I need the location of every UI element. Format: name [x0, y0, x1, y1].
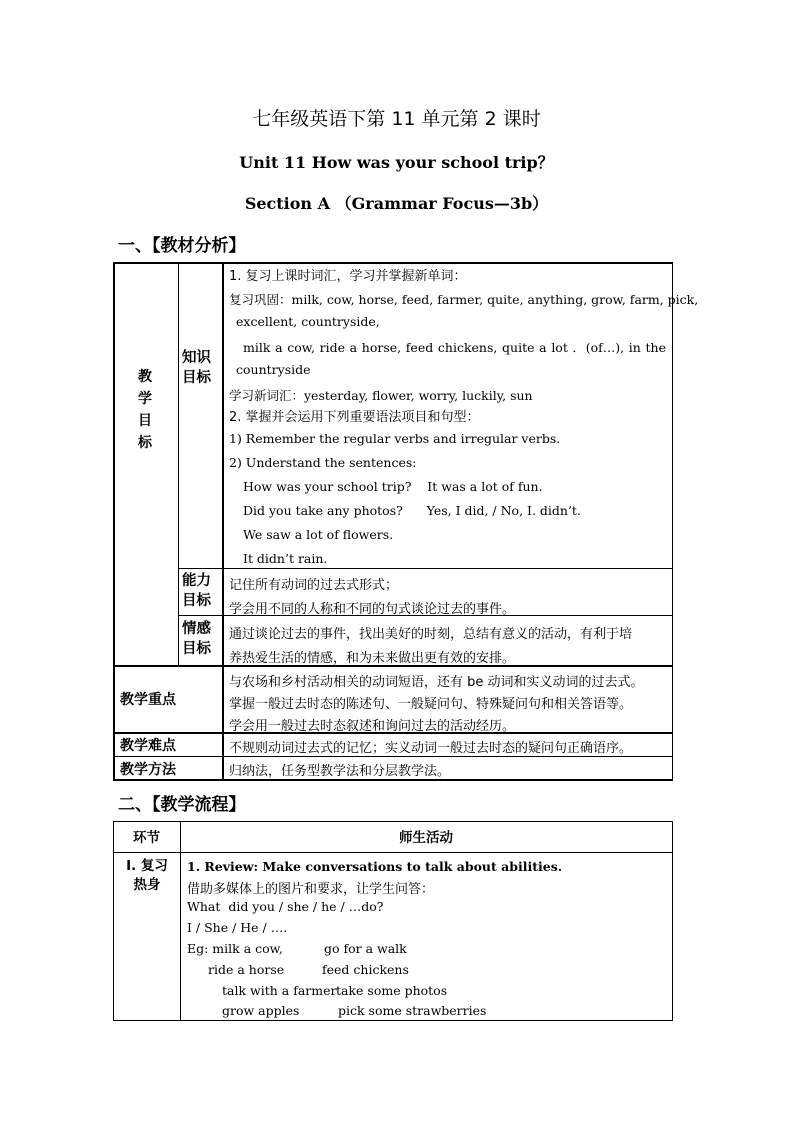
ability-line: 学会用不同的人称和不同的句式谈论过去的事件。 [229, 602, 516, 617]
knowledge-line: We saw a lot of flowers. [243, 527, 394, 542]
review-line: go for a walk [324, 941, 407, 956]
knowledge-line: 学习新词汇：yesterday, flower, worry, luckily, sun [229, 388, 533, 403]
knowledge-goal-label: 知识 目标 [182, 350, 211, 386]
knowledge-line: How was your school trip? It was a lot of fun. [243, 479, 543, 494]
column-header-activities: 师生活动 [399, 830, 453, 846]
emotion-goal-label: 情感 目标 [182, 621, 211, 657]
review-line: feed chickens [322, 962, 409, 977]
knowledge-line: It didn’t rain. [243, 551, 328, 566]
section-title: Section A （Grammar Focus—3b） [244, 194, 549, 213]
teaching-process-heading: 二、【教学流程】 [118, 795, 246, 815]
ability-goal-label: 能力 目标 [182, 573, 211, 609]
page-title: 七年级英语下第 11 单元第 2 课时 [252, 108, 541, 130]
stage-review-label: I. 复习 热身 [126, 858, 168, 893]
review-line: ride a horse [208, 962, 285, 977]
review-line: What did you / she / he / …do? [187, 899, 384, 914]
methods-text: 归纳法，任务型教学法和分层教学法。 [229, 764, 451, 779]
column-header-stage: 环节 [133, 830, 160, 846]
difficulties-label: 教学难点 [120, 738, 176, 754]
knowledge-line: excellent, countryside, [236, 314, 380, 329]
unit-title: Unit 11 How was your school trip？ [239, 153, 554, 172]
review-line: take some photos [336, 983, 448, 998]
methods-label: 教学方法 [120, 762, 176, 778]
knowledge-line: 2. 掌握并会运用下列重要语法项目和句型： [229, 410, 480, 425]
knowledge-line: countryside [236, 362, 311, 377]
ability-line: 记住所有动词的过去式形式； [229, 578, 399, 593]
knowledge-line: 1. 复习上课时词汇，学习并掌握新单词： [229, 269, 467, 284]
key-points-line: 与农场和乡村活动相关的动词短语，还有 be 动词和实义动词的过去式。 [229, 675, 644, 690]
key-points-line: 学会用一般过去时态叙述和询问过去的活动经历。 [229, 719, 516, 734]
emotion-line: 养热爱生活的情感，和为未来做出更有效的安排。 [229, 651, 516, 666]
knowledge-line: Did you take any photos? Yes, I did, / No, I. didn’t. [243, 503, 581, 518]
review-line: talk with a farmer [222, 983, 337, 998]
material-analysis-heading: 一、【教材分析】 [118, 236, 246, 256]
review-line: I / She / He / …. [187, 920, 288, 935]
key-points-label: 教学重点 [120, 692, 176, 708]
key-points-line: 掌握一般过去时态的陈述句、一般疑问句、特殊疑问句和相关答语等。 [229, 697, 633, 712]
knowledge-line: 复习巩固：milk, cow, horse, feed, farmer, quite, anything, grow, farm, pick, [229, 292, 699, 307]
knowledge-line: 1) Remember the regular verbs and irregular verbs. [229, 431, 561, 446]
difficulties-text: 不规则动词过去式的记忆；实义动词一般过去时态的疑问句正确语序。 [229, 741, 633, 756]
knowledge-line: milk a cow, ride a horse, feed chickens, quite a lot ．(of…), in the [243, 340, 666, 355]
knowledge-line: 2) Understand the sentences: [229, 455, 417, 470]
review-title: 1. Review: Make conversations to talk about abilities. [187, 859, 563, 874]
review-line: 借助多媒体上的图片和要求，让学生问答： [187, 882, 435, 897]
review-line: grow apples [222, 1003, 300, 1018]
emotion-line: 通过谈论过去的事件，找出美好的时刻，总结有意义的活动，有利于培 [229, 627, 633, 642]
review-line: pick some strawberries [338, 1003, 487, 1018]
review-line: Eg: milk a cow, [187, 941, 283, 956]
teaching-goals-label: 教 学 目 标 [138, 369, 152, 451]
